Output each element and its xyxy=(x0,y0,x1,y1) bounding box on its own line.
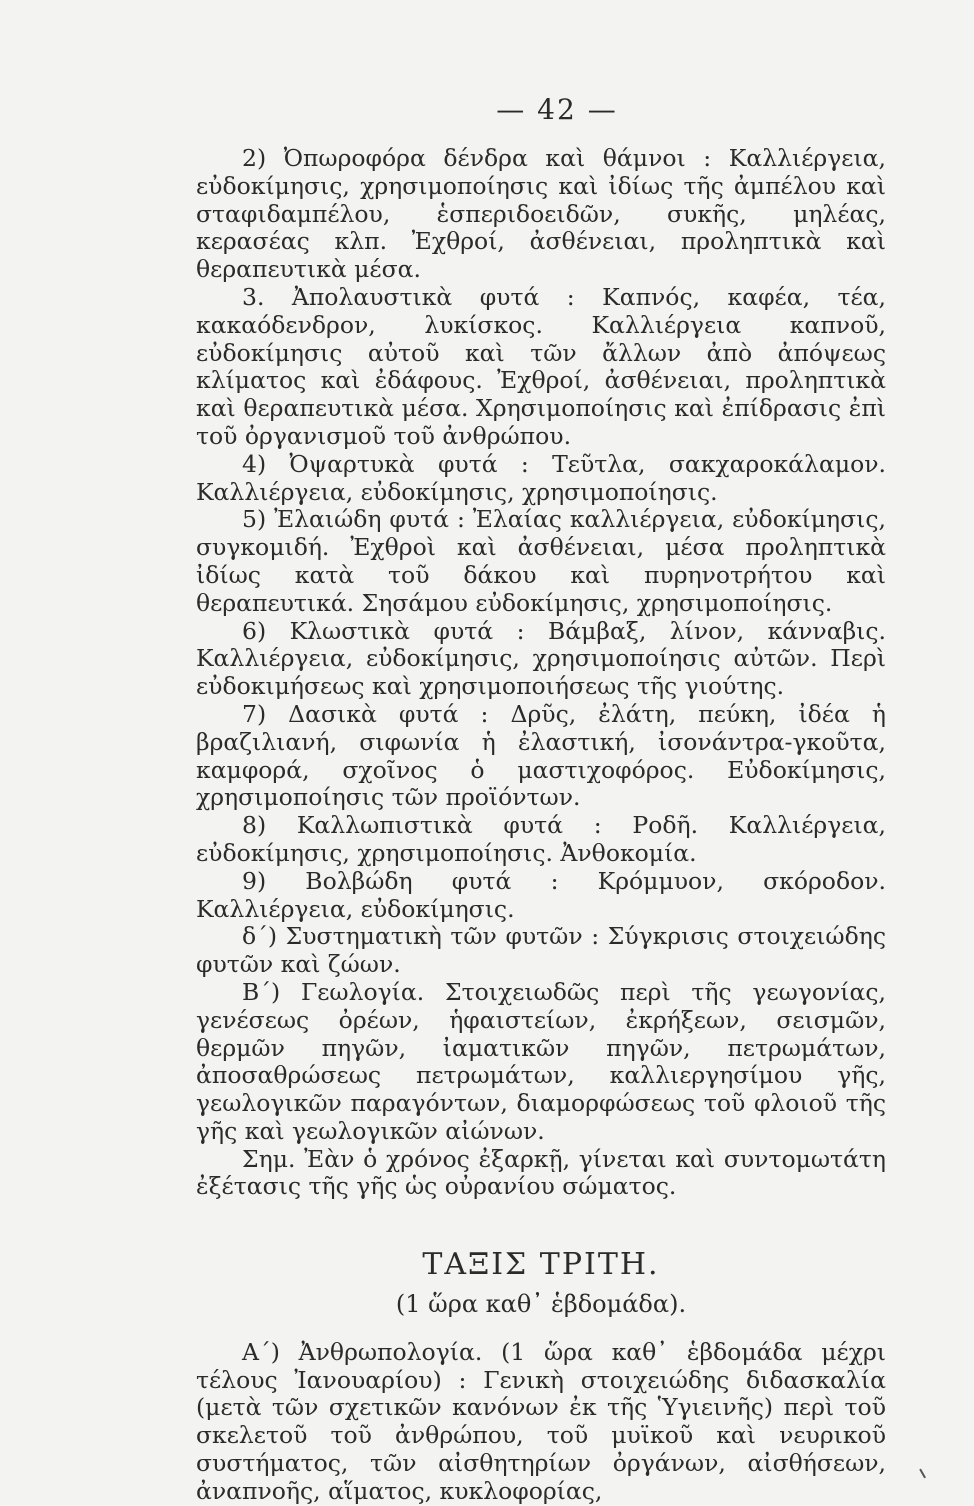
paragraph-forest-plants: 7) Δασικὰ φυτά : Δρῦς, ἐλάτη, πεύκη, ἰδέα ἡ βραζιλιανή, σιφωνία ἡ ἐλαστική, ἰσονάντρα-γκοῦτα, καμφορά, σχοῖνος ὁ μαστιχοφόρος. Εὐδοκίμησις, χρησιμοποίησις τῶν προϊόντων. xyxy=(196,699,886,812)
paragraph-culinary-plants: 4) Ὀψαρτυκὰ φυτά : Τεῦτλα, σακχαροκάλαμον. Καλλιέργεια, εὐδοκίμησις, χρησιμοποίησις. xyxy=(196,449,886,506)
section-subheading: (1 ὥρα καθ᾿ ἑβδομάδα). xyxy=(395,1290,687,1319)
paragraph-bulbous-plants: 9) Βολβώδη φυτά : Κρόμμυον, σκόροδον. Καλλιέργεια, εὐδοκίμησις. xyxy=(196,866,886,923)
page-number: — 42 — xyxy=(496,93,618,126)
paragraph-fiber-plants: 6) Κλωστικὰ φυτά : Βάμβαξ, λίνον, κάνναβις. Καλλιέργεια, εὐδοκίμησις, χρησιμοποίησις αὐτῶν. Περὶ εὐδοκιμήσεως καὶ χρησιμοποιήσεως τῆς γιούτης. xyxy=(196,616,886,701)
paragraph-oil-plants: 5) Ἐλαιώδη φυτά : Ἐλαίας καλλιέργεια, εὐδοκίμησις, συγκομιδή. Ἐχθροὶ καὶ ἀσθένειαι, μέσα προληπτικὰ ἰδίως κατὰ τοῦ δάκου καὶ πυρηνοτρήτου καὶ θεραπευτικά. Σησάμου εὐδοκίμησις, χρησιμοποίησις. xyxy=(196,505,886,617)
paragraph-geology: Β΄) Γεωλογία. Στοιχειωδῶς περὶ τῆς γεωγονίας, γενέσεως ὀρέων, ἡφαιστείων, ἐκρήξεων, σεισμῶν, θερμῶν πηγῶν, ἰαματικῶν πηγῶν, πετρωμάτων, ἀποσαθρώσεως πετρωμάτων, καλλιεργησίμου γῆς, γεωλογικῶν παραγόντων, διαμορφώσεως τοῦ φλοιοῦ τῆς γῆς καὶ γεωλογικῶν αἰώνων. xyxy=(196,977,886,1145)
paragraph-ornamental-plants: 8) Καλλωπιστικὰ φυτά : Ροδῆ. Καλλιέργεια, εὐδοκίμησις, χρησιμοποίησις. Ἀνθοκομία. xyxy=(196,811,886,867)
paragraph-note: Σημ. Ἐὰν ὁ χρόνος ἐξαρκῇ, γίνεται καὶ συντομωτάτη ἐξέτασις τῆς γῆς ὡς οὐρανίου σώματος. xyxy=(196,1144,886,1201)
body-text xyxy=(196,145,886,1506)
paragraph-pleasure-plants: 3. Ἀπολαυστικὰ φυτά : Καπνός, καφέα, τέα, κακαόδενδρον, λυκίσκος. Καλλιέργεια καπνοῦ, εὐδοκίμησις αὐτοῦ καὶ τῶν ἄλλων ἀπὸ ἀπόψεως κλίματος καὶ ἐδάφους. Ἐχθροί, ἀσθένειαι, προληπτικὰ καὶ θεραπευτικὰ μέσα. Χρησιμοποίησις καὶ ἐπίδρασις ἐπὶ τοῦ ὀργανισμοῦ τοῦ ἀνθρώπου. xyxy=(196,282,886,450)
paragraph-fruit-trees: 2) Ὀπωροφόρα δένδρα καὶ θάμνοι : Καλλιέργεια, εὐδοκίμησις, χρησιμοποίησις καὶ ἰδίως τῆς ἀμπέλου καὶ σταφιδαμπέλου, ἑσπεριδοειδῶν, συκῆς, μηλέας, κερασέας κλπ. Ἐχθροί, ἀσθένειαι, προληπτικὰ καὶ θεραπευτικὰ μέσα. xyxy=(196,144,886,284)
paragraph-anthropology: Α΄) Ἀνθρωπολογία. (1 ὥρα καθ᾿ ἑβδομάδα μέχρι τέλους Ἰανουαρίου) : Γενικὴ στοιχειώδης διδασκαλία (μετὰ τῶν σχετικῶν κανόνων ἐκ τῆς Ὑγιεινῆς) περὶ τοῦ σκελετοῦ τοῦ ἀνθρώπου, τοῦ μυϊκοῦ καὶ νευρικοῦ συστήματος, τῶν αἰσθητηρίων ὀργάνων, αἰσθήσεων, ἀναπνοῆς, αἵματος, κυκλοφορίας, xyxy=(196,1337,886,1505)
margin-tick-mark xyxy=(914,1469,926,1482)
section-heading: ΤΑΞΙΣ ΤΡΙΤΗ. xyxy=(422,1247,660,1283)
paragraph-systematics: δ΄) Συστηματικὴ τῶν φυτῶν : Σύγκρισις στοιχειώδης φυτῶν καὶ ζώων. xyxy=(196,922,886,979)
